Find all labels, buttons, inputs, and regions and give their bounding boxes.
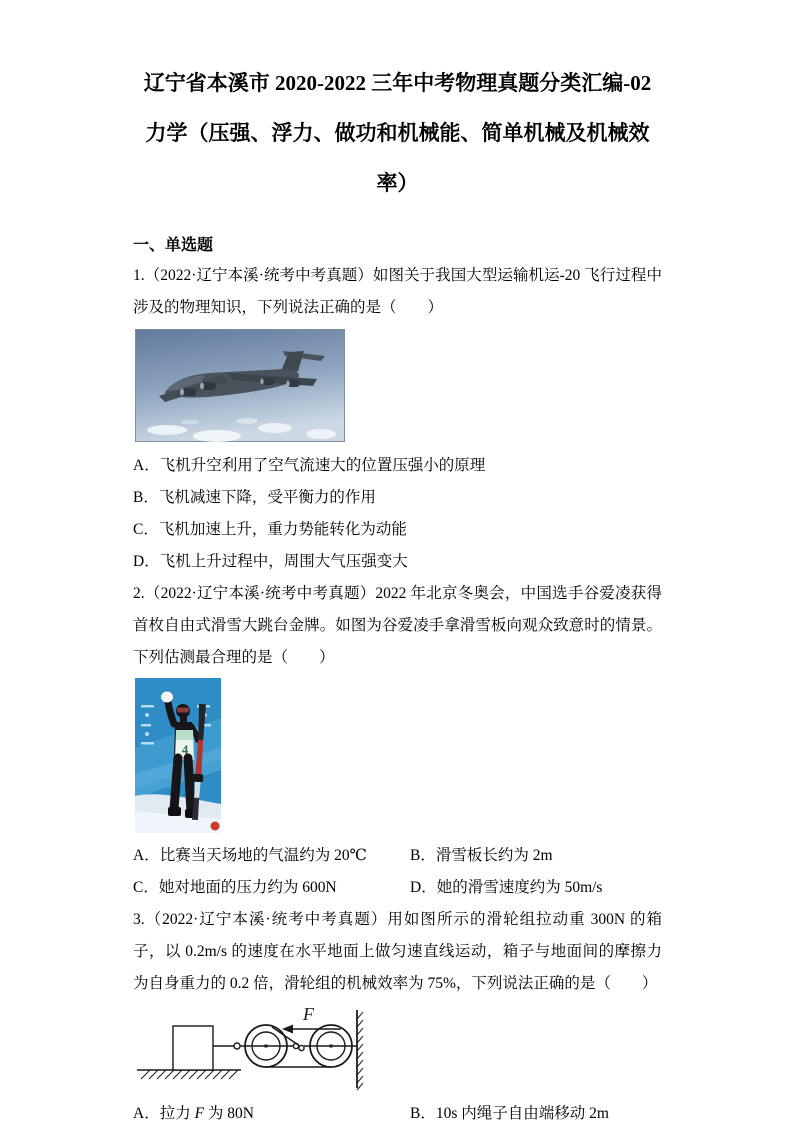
airplane-photo-svg	[135, 329, 345, 442]
question-2-options	[133, 840, 662, 904]
q3-option-a-suffix: 为 80N	[204, 1105, 254, 1122]
q3-option-a-prefix: A．拉力	[133, 1105, 195, 1122]
section-heading: 一、单选题	[133, 237, 214, 254]
q1-option-d: D．飞机上升过程中，周围大气压强变大	[133, 553, 408, 570]
q2-option-b: B．滑雪板长约为 2m	[410, 847, 553, 864]
question-3-options	[133, 1098, 662, 1123]
question-1-stem: 1.（2022·辽宁本溪·统考中考真题）如图关于我国大型运输机运-20 飞行过程中涉及的物理知识，下列说法正确的是（ ）	[133, 267, 662, 316]
question-2	[133, 578, 662, 904]
q1-option-a: A．飞机升空利用了空气流速大的位置压强小的原理	[133, 457, 486, 474]
q1-option-b: B．飞机减速下降，受平衡力的作用	[133, 489, 376, 506]
q2-option-a: A．比赛当天场地的气温约为 20℃	[133, 847, 367, 864]
pulley-diagram	[135, 1006, 662, 1094]
q2-option-c: C．她对地面的压力约为 600N	[133, 879, 337, 896]
q2-option-d: D．她的滑雪速度约为 50m/s	[410, 879, 603, 896]
skier-photo	[135, 678, 662, 833]
airplane-photo	[135, 329, 662, 442]
question-3-stem: 3.（2022·辽宁本溪·统考中考真题）用如图所示的滑轮组拉动重 300N 的箱子，以 0.2m/s 的速度在水平地面上做匀速直线运动，箱子与地面间的摩擦力为自身重力的 0.2 倍，滑轮组的机械效率为 75%，下列说法正确的是（ ）	[133, 911, 662, 992]
q3-option-b: B．10s 内绳子自由端移动 2m	[410, 1105, 609, 1122]
question-3	[133, 904, 662, 1123]
pulley-diagram-svg	[135, 1006, 363, 1094]
page-title: 辽宁省本溪市 2020-2022 三年中考物理真题分类汇编-02 力学（压强、浮力、做功和机械能、简单机械及机械效率）	[143, 71, 652, 195]
question-1	[133, 260, 662, 578]
skier-photo-svg	[135, 678, 221, 833]
question-2-stem: 2.（2022·辽宁本溪·统考中考真题）2022 年北京冬奥会，中国选手谷爱凌获得首枚自由式滑雪大跳台金牌。如图为谷爱凌手拿滑雪板向观众致意时的情景。下列估测最合理的是（ ）	[133, 585, 662, 666]
q3-option-a-symbol: F	[194, 1105, 205, 1122]
q1-option-c: C．飞机加速上升，重力势能转化为动能	[133, 521, 407, 538]
force-label: F	[303, 1006, 314, 1024]
q3-option-a	[133, 1098, 410, 1123]
bib-number: 4	[181, 742, 189, 757]
question-1-options	[133, 450, 662, 578]
